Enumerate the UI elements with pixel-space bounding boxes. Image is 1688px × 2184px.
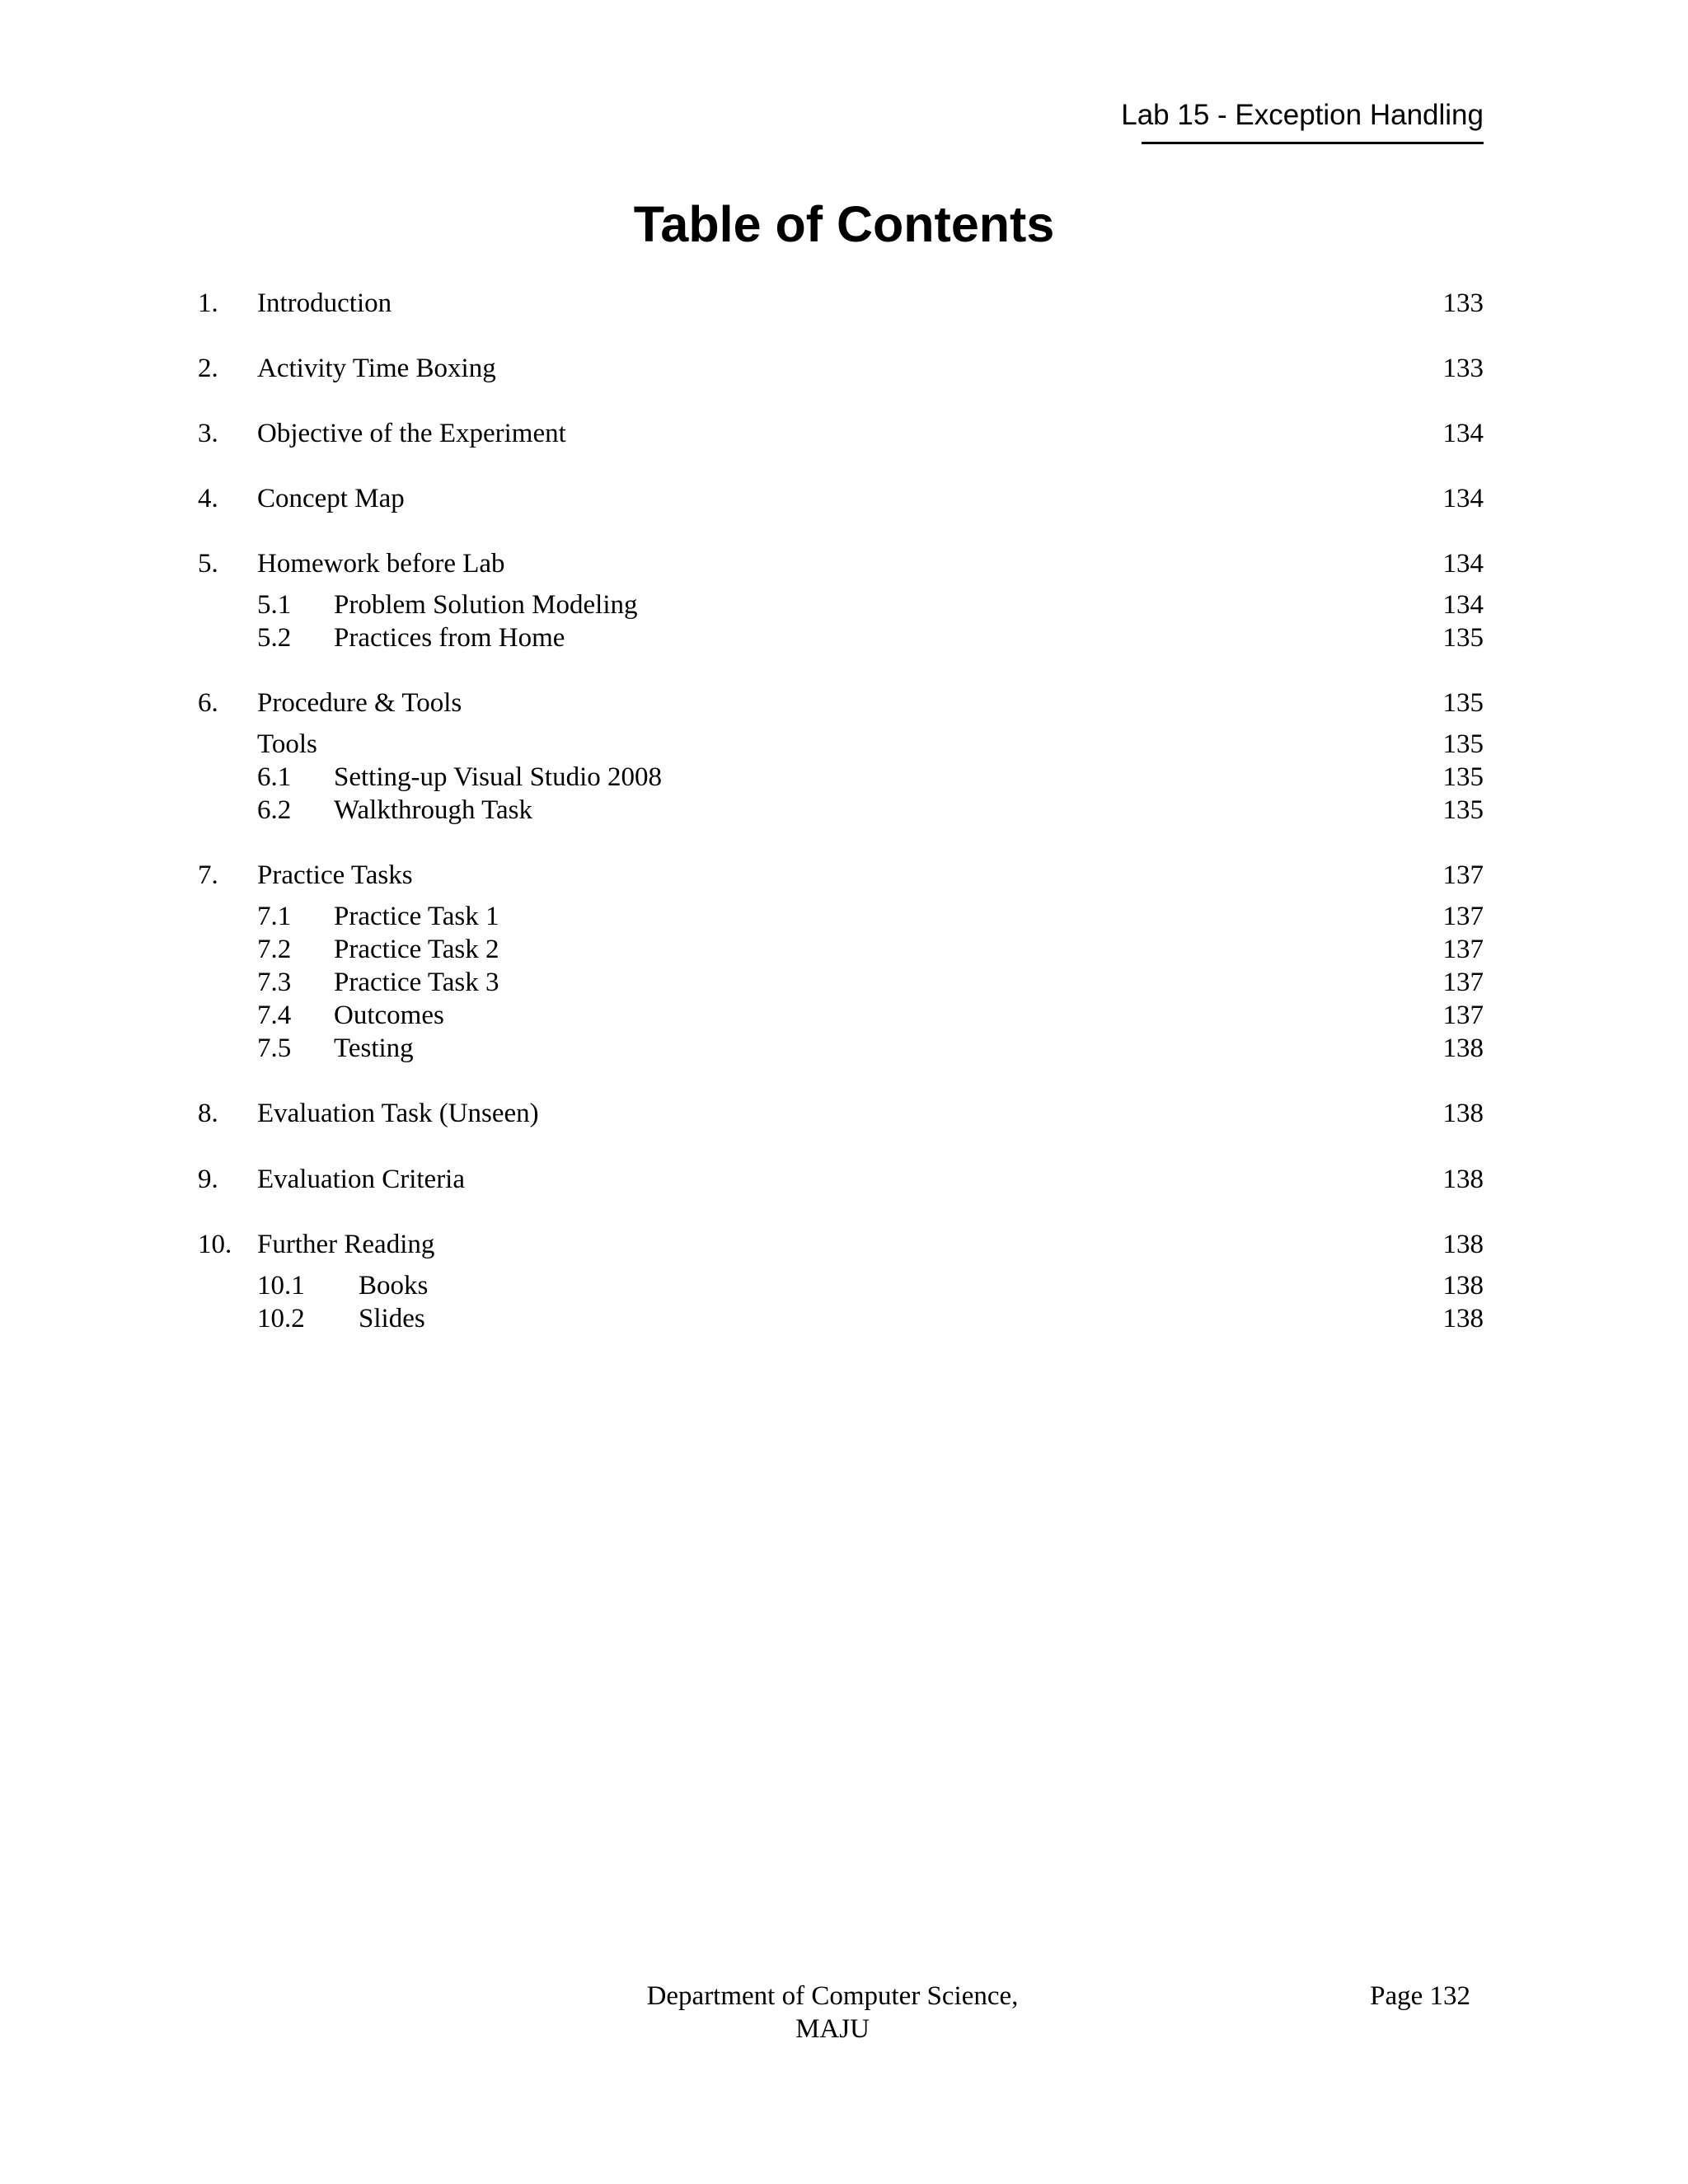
toc-page: 135	[1442, 795, 1484, 825]
toc-entry-practice-tasks[interactable]	[0, 859, 1688, 892]
toc-entry-evaluation-task[interactable]	[0, 1097, 1688, 1130]
toc-number: 6.	[198, 688, 218, 718]
toc-page: 138	[1442, 1304, 1484, 1333]
toc-entry-objective[interactable]	[0, 417, 1688, 450]
toc-number: 2.	[198, 354, 218, 383]
page-title: Table of Contents	[633, 196, 1055, 252]
toc-page: 134	[1442, 549, 1484, 579]
toc-label: Walkthrough Task	[334, 795, 532, 825]
toc-entry-practice-task-1[interactable]	[0, 900, 1688, 933]
toc-label: Objective of the Experiment	[257, 419, 566, 448]
toc-number: 5.1	[257, 590, 292, 620]
toc-number: 7.2	[257, 935, 292, 964]
toc-label: Activity Time Boxing	[257, 354, 496, 383]
toc-label: Books	[359, 1271, 429, 1301]
toc-page: 137	[1442, 935, 1484, 964]
toc-number: 10.	[198, 1230, 232, 1259]
toc-entry-tools[interactable]	[0, 728, 1688, 761]
toc-page: 133	[1442, 288, 1484, 318]
toc-label: Evaluation Task (Unseen)	[257, 1099, 539, 1128]
toc-entry-walkthrough-task[interactable]	[0, 794, 1688, 827]
toc-page: 135	[1442, 762, 1484, 792]
toc-label: Homework before Lab	[257, 549, 505, 579]
toc-number: 10.2	[257, 1304, 305, 1333]
toc-page: 137	[1442, 968, 1484, 997]
toc-number: 10.1	[257, 1271, 305, 1301]
toc-number: 9.	[198, 1165, 218, 1194]
toc-label: Outcomes	[334, 1001, 444, 1030]
toc-page: 135	[1442, 623, 1484, 653]
toc-number: 7.3	[257, 968, 292, 997]
toc-label: Practice Task 3	[334, 968, 499, 997]
toc-label: Tools	[257, 729, 317, 759]
toc-entry-practices-from-home[interactable]	[0, 621, 1688, 654]
toc-page: 134	[1442, 590, 1484, 620]
toc-number: 4.	[198, 484, 218, 513]
toc-label: Testing	[334, 1033, 414, 1063]
toc-label: Slides	[359, 1304, 425, 1333]
toc-entry-evaluation-criteria[interactable]	[0, 1163, 1688, 1196]
toc-page: 138	[1442, 1033, 1484, 1063]
toc-page: 137	[1442, 1001, 1484, 1030]
toc-entry-practice-task-3[interactable]	[0, 966, 1688, 999]
toc-page: 137	[1442, 902, 1484, 931]
toc-page: 138	[1442, 1271, 1484, 1301]
toc-entry-activity-time-boxing[interactable]	[0, 352, 1688, 385]
toc-entry-setting-up-visual-studio[interactable]	[0, 761, 1688, 794]
toc-entry-problem-solution-modeling[interactable]	[0, 588, 1688, 621]
toc-page: 134	[1442, 484, 1484, 513]
toc-number: 7.1	[257, 902, 292, 931]
toc-entry-outcomes[interactable]	[0, 999, 1688, 1032]
toc-entry-concept-map[interactable]	[0, 482, 1688, 515]
toc-entry-homework[interactable]	[0, 547, 1688, 580]
toc-page: 134	[1442, 419, 1484, 448]
toc-label: Procedure & Tools	[257, 688, 462, 718]
toc-number: 7.	[198, 860, 218, 890]
toc-entry-introduction[interactable]	[0, 287, 1688, 320]
toc-number: 3.	[198, 419, 218, 448]
toc-number: 5.	[198, 549, 218, 579]
footer-department-line1: Department of Computer Science,	[646, 1981, 1019, 2011]
toc-label: Problem Solution Modeling	[334, 590, 638, 620]
toc-page: 138	[1442, 1165, 1484, 1194]
toc-label: Concept Map	[257, 484, 405, 513]
toc-page: 133	[1442, 354, 1484, 383]
toc-label: Practice Task 2	[334, 935, 499, 964]
toc-number: 6.1	[257, 762, 292, 792]
toc-label: Practice Tasks	[257, 860, 413, 890]
toc-label: Practices from Home	[334, 623, 565, 653]
toc-number: 8.	[198, 1099, 218, 1128]
toc-label: Setting-up Visual Studio 2008	[334, 762, 663, 792]
toc-label: Introduction	[257, 288, 392, 318]
lab-title: Lab 15 - Exception Handling	[1121, 99, 1484, 131]
toc-page: 135	[1442, 729, 1484, 759]
toc-entry-further-reading[interactable]	[0, 1228, 1688, 1261]
footer-page-number: Page 132	[1370, 1981, 1470, 2011]
toc-number: 6.2	[257, 795, 292, 825]
toc-page: 138	[1442, 1099, 1484, 1128]
toc-page: 138	[1442, 1230, 1484, 1259]
toc-label: Evaluation Criteria	[257, 1165, 465, 1194]
toc-page: 137	[1442, 860, 1484, 890]
toc-page: 135	[1442, 688, 1484, 718]
toc-label: Practice Task 1	[334, 902, 499, 931]
toc-number: 7.4	[257, 1001, 292, 1030]
toc-number: 7.5	[257, 1033, 292, 1063]
toc-number: 1.	[198, 288, 218, 318]
toc-entry-books[interactable]	[0, 1269, 1688, 1302]
footer-department-line2: MAJU	[795, 2014, 870, 2044]
toc-label: Further Reading	[257, 1230, 435, 1259]
toc-entry-procedure-tools[interactable]	[0, 687, 1688, 719]
toc-number: 5.2	[257, 623, 292, 653]
toc-entry-testing[interactable]	[0, 1032, 1688, 1065]
toc-entry-slides[interactable]	[0, 1302, 1688, 1335]
toc-entry-practice-task-2[interactable]	[0, 933, 1688, 966]
